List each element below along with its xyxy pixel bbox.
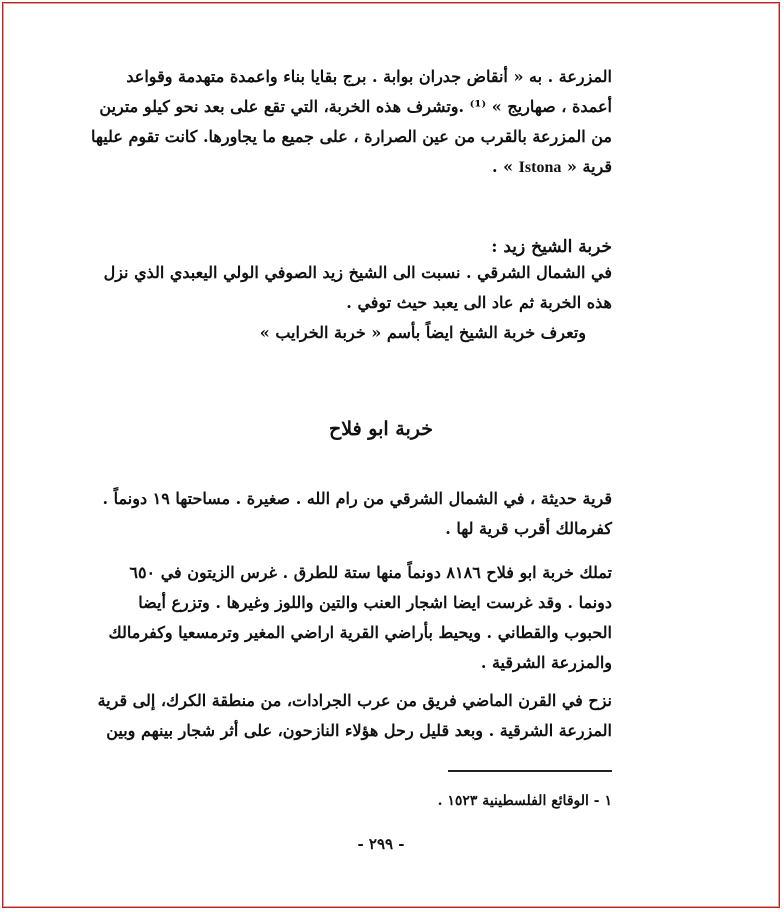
- paragraph-2: [108, 558, 612, 678]
- footnote: ١ - الوقائع الفلسطينية ١٥٢٣ .: [437, 793, 612, 809]
- text-line: نزح في القرن الماضي فريق من عرب الجرادات، من منطقة الكرك، إلى قرية: [97, 691, 612, 710]
- text-line: تملك خربة ابو فلاح ٨١٨٦ دونماً منها ستة للطرق . غرس الزيتون في ٦٥٠: [129, 563, 612, 582]
- text-line: في الشمال الشرقي . نسبت الى الشيخ زيد الصوفي الولي اليعبدي الذي نزل: [103, 263, 612, 282]
- istona-suffix: » .: [491, 157, 514, 176]
- istona-latin: Istona: [518, 159, 562, 176]
- text-line: هذه الخربة ثم عاد الى يعبد حيث توفي .: [346, 293, 612, 312]
- paragraph-sheikh-aka: [150, 318, 612, 348]
- text-line: وتعرف خربة الشيخ ايضاً بأسم « خربة الخرايب »: [259, 323, 586, 342]
- text-line: المزرعة الشرقية . وبعد قليل رحل هؤلاء النازحون، على أثر شجار بينهم وبين: [106, 721, 612, 740]
- text-line: أعمدة ، صهاريج » ⁽¹⁾ .وتشرف هذه الخربة، التي تقع على بعد نحو كيلو مترين: [99, 97, 612, 116]
- istona-prefix: قرية «: [566, 157, 612, 176]
- paragraph-1: [102, 484, 612, 544]
- text-line: من المزرعة بالقرب من عين الصرارة ، على جميع ما يجاورها. كانت تقوم عليها: [90, 127, 612, 146]
- text-line: دونما . وقد غرست ايضا اشجار العنب والتين واللوز وغيرها . وتزرع أيضا: [138, 593, 612, 612]
- page-number: - ٢٩٩ -: [357, 835, 405, 853]
- text-line: الحبوب والقطاني . ويحيط بأراضي القرية اراضي المغير وترمسعيا وكفرمالك: [108, 623, 612, 642]
- text-line: المزرعة . به « أنقاض جدران بوابة . برج بقايا بناء واعمدة متهدمة وقواعد: [126, 67, 612, 86]
- footnote-divider: [448, 770, 612, 772]
- text-line: قرية حديثة ، في الشمال الشرقي من رام الله . صغيرة . مساحتها ١٩ دونماً .: [102, 489, 612, 508]
- text-line: كفرمالك أقرب قرية لها .: [445, 519, 612, 538]
- text-line-istona: [150, 152, 612, 183]
- text-line: والمزرعة الشرقية .: [480, 653, 612, 672]
- paragraph-top: [90, 62, 612, 183]
- section-title: خربة ابو فلاح: [329, 418, 433, 440]
- heading-sheikh-zaid: خربة الشيخ زيد :: [491, 237, 612, 257]
- paragraph-3: [97, 686, 612, 746]
- paragraph-sheikh-zaid: [103, 258, 612, 318]
